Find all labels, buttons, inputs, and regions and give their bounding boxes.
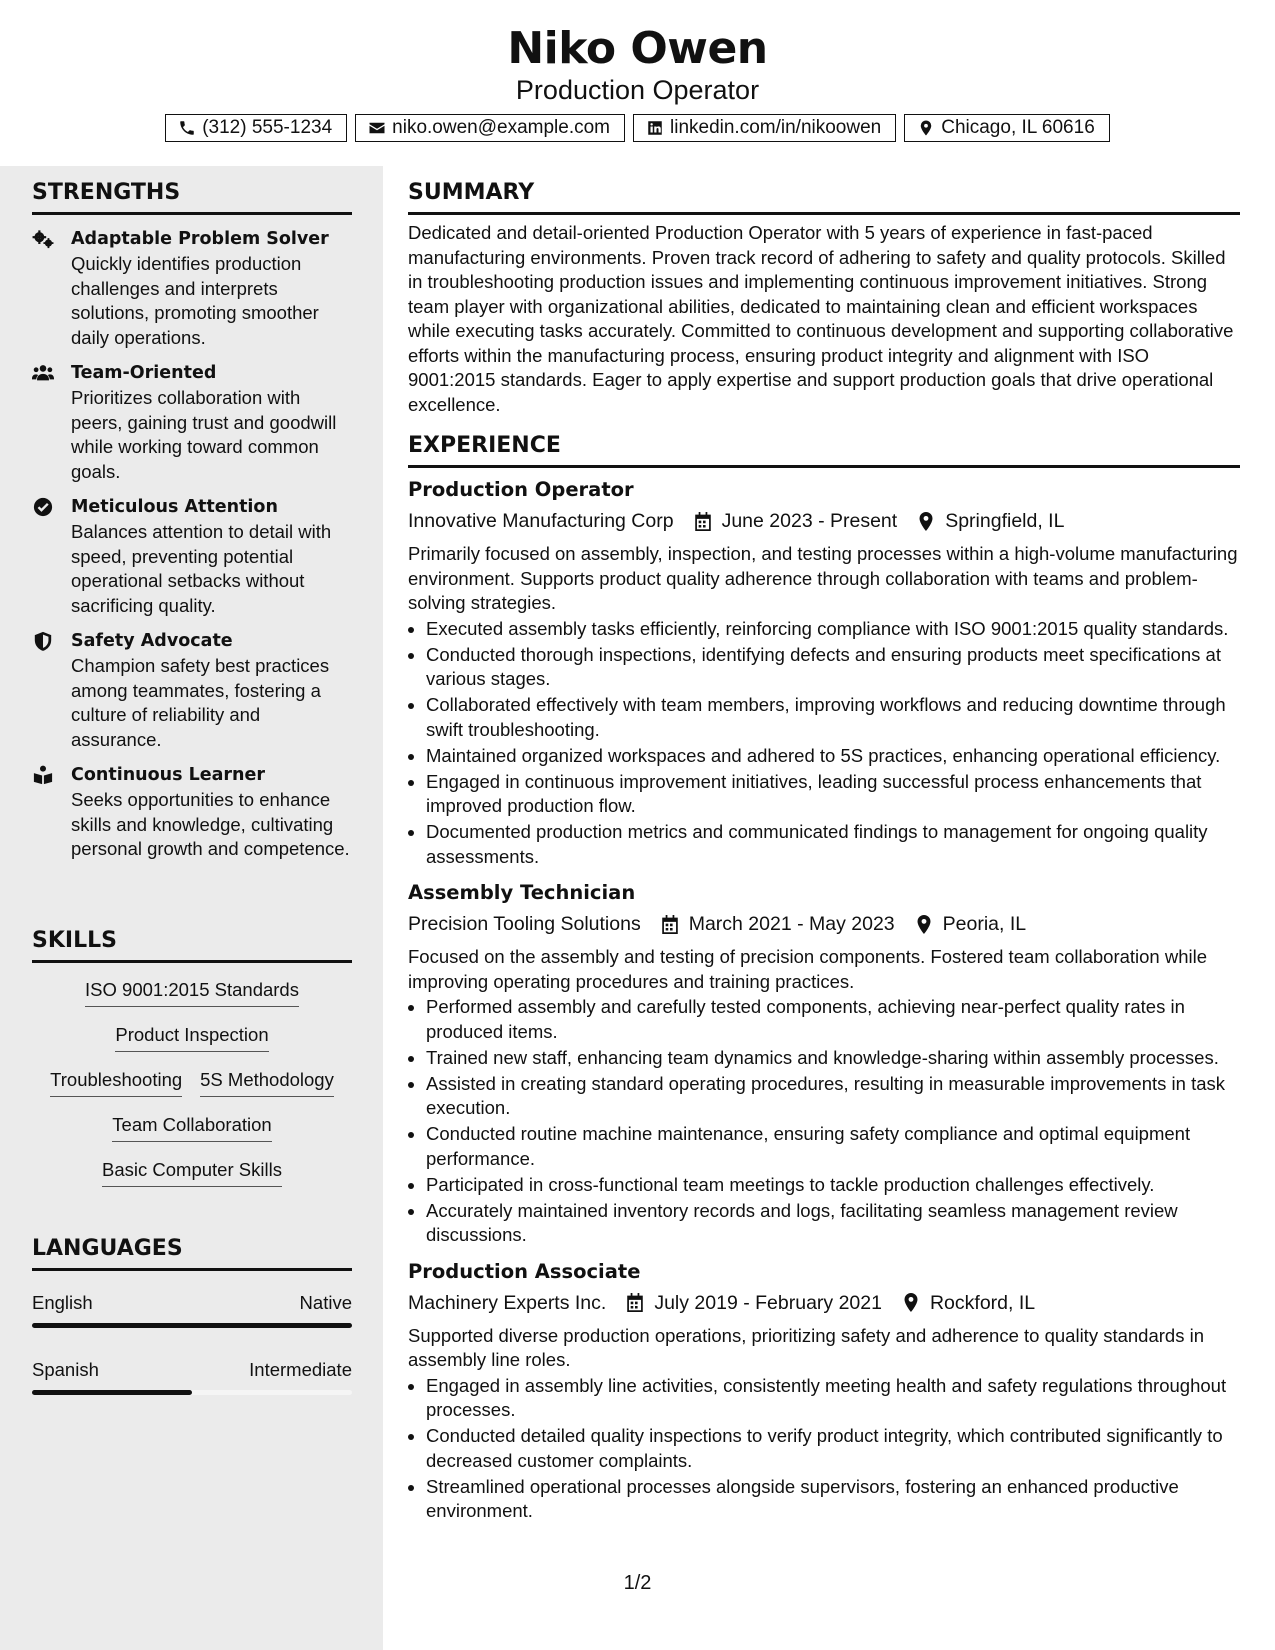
job-location: Rockford, IL <box>929 1291 1036 1314</box>
language-proficiency-fill <box>32 1323 352 1328</box>
summary-text: Dedicated and detail-oriented Production Operator with 5 years of experience in fast-paced manufacturing environments. Proven track record of adhering to safety and quality protocols. Skilled in troubleshooting production issues and implementing continuous improvement initiatives. Strong team player with organizational abilities, dedicated to maintaining clean and efficient workspaces while executing tasks accurately. Committed to continuous development and supporting collaborative efforts within the manufacturing process, ensuring product integrity and alignment with ISO 9001:2015 standards. Eager to apply expertise and support production goals that drive operational excellence. <box>408 222 1234 415</box>
skills-list <box>32 977 352 1202</box>
job-location: Springfield, IL <box>945 510 1065 532</box>
language-name: Spanish <box>32 1359 99 1380</box>
phone-icon <box>178 119 196 137</box>
job-bullet: • Conducted routine machine maintenance, ensuring safety compliance and optimal equipment performance. <box>426 1122 1240 1171</box>
candidate-name: Niko Owen <box>507 23 768 74</box>
language-proficiency-bar <box>32 1390 352 1395</box>
job-description: Supported diverse production operations, prioritizing safety and adherence to quality standards in assembly line roles. <box>408 1324 1204 1370</box>
contact-bar <box>0 114 1275 142</box>
job-bullet: • Streamlined operational processes alongside supervisors, fostering an enhanced productive environment. <box>426 1475 1240 1524</box>
job-bullet: • Engaged in assembly line activities, consistently meeting health and safety regulations throughout processes. <box>426 1374 1240 1423</box>
language-item <box>32 1291 352 1328</box>
summary-heading: SUMMARY <box>408 180 1240 215</box>
check-circle-icon <box>32 497 54 517</box>
strength-name: Adaptable Problem Solver <box>71 229 329 249</box>
skill-tag: Troubleshooting <box>50 1067 182 1097</box>
job-bullet: • Conducted detailed quality inspections to verify product integrity, which contributed significantly to decreased customer complaints. <box>426 1424 1240 1473</box>
location-text: Chicago, IL 60616 <box>941 117 1095 138</box>
summary-section <box>408 180 1240 417</box>
language-item <box>32 1358 352 1395</box>
map-pin-icon <box>915 915 933 934</box>
job-description: Focused on the assembly and testing of precision components. Fostered team collaboration while improving operating procedures and training practices. <box>408 946 1208 992</box>
page-number: 1/2 <box>623 1572 652 1594</box>
job-role: Production Associate <box>408 1259 641 1283</box>
skills-heading: SKILLS <box>32 928 352 963</box>
job-bullet: • Collaborated effectively with team members, improving workflows and reducing downtime through swift troubleshooting. <box>426 693 1240 742</box>
job-company: Precision Tooling Solutions <box>408 913 641 935</box>
language-proficiency-bar <box>32 1323 352 1328</box>
strength-name: Continuous Learner <box>71 765 266 785</box>
envelope-icon <box>368 119 386 137</box>
contact-location[interactable] <box>904 114 1110 142</box>
job-bullets <box>408 995 1240 1248</box>
email-text: niko.owen@example.com <box>392 117 610 138</box>
language-name: English <box>32 1292 93 1313</box>
strength-name: Meticulous Attention <box>71 497 278 517</box>
job-bullets <box>408 1374 1240 1524</box>
job-description: Primarily focused on assembly, inspection, and testing processes within a high-volume manufacturing environment. Supports product quality adherence through collaboration with teams and problem-solving strategies. <box>408 543 1238 613</box>
job-bullet: • Assisted in creating standard operating procedures, resulting in measurable improvements in task execution. <box>426 1072 1240 1121</box>
job-bullet: • Performed assembly and carefully tested components, achieving near-perfect quality rates in produced items. <box>426 995 1240 1044</box>
languages-section <box>32 1236 352 1395</box>
job-dates: March 2021 - May 2023 <box>688 913 895 935</box>
map-pin-icon <box>902 1293 920 1312</box>
job-bullet: • Participated in cross-functional team meetings to tackle production challenges effectively. <box>426 1173 1240 1198</box>
skill-tag: 5S Methodology <box>200 1067 334 1097</box>
shield-icon <box>32 631 54 651</box>
job-role: Production Operator <box>408 478 634 501</box>
job-dates: June 2023 - Present <box>721 510 898 532</box>
experience-section <box>408 433 1240 1524</box>
resume-header <box>0 0 1275 166</box>
strength-item <box>32 361 352 484</box>
main-content <box>408 166 1240 1525</box>
strength-desc: Champion safety best practices among teammates, fostering a culture of reliability and assurance. <box>71 655 330 750</box>
language-level: Intermediate <box>249 1359 352 1380</box>
strengths-heading: STRENGTHS <box>32 180 352 215</box>
job-bullet: • Trained new staff, enhancing team dynamics and knowledge-sharing within assembly processes. <box>426 1046 1240 1071</box>
job-bullet: • Executed assembly tasks efficiently, reinforcing compliance with ISO 9001:2015 quality standards. <box>426 617 1240 642</box>
strength-desc: Quickly identifies production challenges and interprets solutions, promoting smoother daily operations. <box>71 253 319 348</box>
language-proficiency-fill <box>32 1390 192 1395</box>
linkedin-text: linkedin.com/in/nikoowen <box>670 117 882 138</box>
calendar-icon <box>694 512 712 531</box>
users-icon <box>32 363 54 383</box>
skill-tag: Team Collaboration <box>112 1112 271 1142</box>
job-bullet: • Maintained organized workspaces and adhered to 5S practices, enhancing operational efficiency. <box>426 744 1240 769</box>
strength-item <box>32 495 352 618</box>
skill-tag: ISO 9001:2015 Standards <box>85 977 299 1007</box>
phone-text: (312) 555-1234 <box>202 117 333 138</box>
job-bullet: • Documented production metrics and communicated findings to management for ongoing quality assessments. <box>426 820 1240 869</box>
contact-email[interactable] <box>355 114 625 142</box>
calendar-icon <box>626 1293 644 1312</box>
languages-heading: LANGUAGES <box>32 1236 352 1271</box>
strength-desc: Balances attention to detail with speed, preventing potential operational setbacks without sacrificing quality. <box>71 521 332 616</box>
job-entry <box>408 879 1240 1248</box>
contact-phone[interactable] <box>165 114 347 142</box>
skill-tag: Basic Computer Skills <box>102 1157 282 1187</box>
job-company: Machinery Experts Inc. <box>408 1291 607 1314</box>
strengths-section <box>32 180 352 862</box>
contact-linkedin[interactable] <box>633 114 896 142</box>
job-meta <box>408 1288 1240 1318</box>
gears-icon <box>32 229 54 249</box>
job-meta <box>408 909 1240 939</box>
candidate-title: Production Operator <box>515 75 760 105</box>
language-level: Native <box>299 1292 352 1313</box>
strength-name: Safety Advocate <box>71 631 233 651</box>
calendar-icon <box>661 915 679 934</box>
strength-item <box>32 629 352 752</box>
book-reader-icon <box>32 765 54 785</box>
strength-item <box>32 763 352 862</box>
job-location: Peoria, IL <box>942 913 1027 935</box>
job-bullet: • Accurately maintained inventory records and logs, facilitating seamless management review discussions. <box>426 1199 1240 1248</box>
job-meta <box>408 506 1240 536</box>
job-bullet: • Conducted thorough inspections, identifying defects and ensuring products meet specifications at various stages. <box>426 643 1240 692</box>
job-bullet: • Engaged in continuous improvement initiatives, leading successful process enhancements that improved production flow. <box>426 770 1240 819</box>
skills-section <box>32 928 352 1202</box>
job-role: Assembly Technician <box>408 881 636 904</box>
job-entry <box>408 476 1240 869</box>
job-entry <box>408 1258 1240 1524</box>
job-dates: July 2019 - February 2021 <box>654 1291 882 1314</box>
strength-desc: Prioritizes collaboration with peers, gaining trust and goodwill while working toward common goals. <box>71 387 337 482</box>
map-pin-icon <box>917 119 935 137</box>
map-pin-icon <box>917 512 935 531</box>
strength-desc: Seeks opportunities to enhance skills and knowledge, cultivating personal growth and competence. <box>71 789 350 859</box>
experience-heading: EXPERIENCE <box>408 433 1240 468</box>
sidebar <box>0 166 383 1650</box>
job-bullets <box>408 617 1240 870</box>
skill-tag: Product Inspection <box>115 1022 268 1052</box>
linkedin-icon <box>646 119 664 137</box>
strength-name: Team-Oriented <box>71 363 217 383</box>
job-company: Innovative Manufacturing Corp <box>408 510 674 532</box>
strength-item <box>32 227 352 350</box>
